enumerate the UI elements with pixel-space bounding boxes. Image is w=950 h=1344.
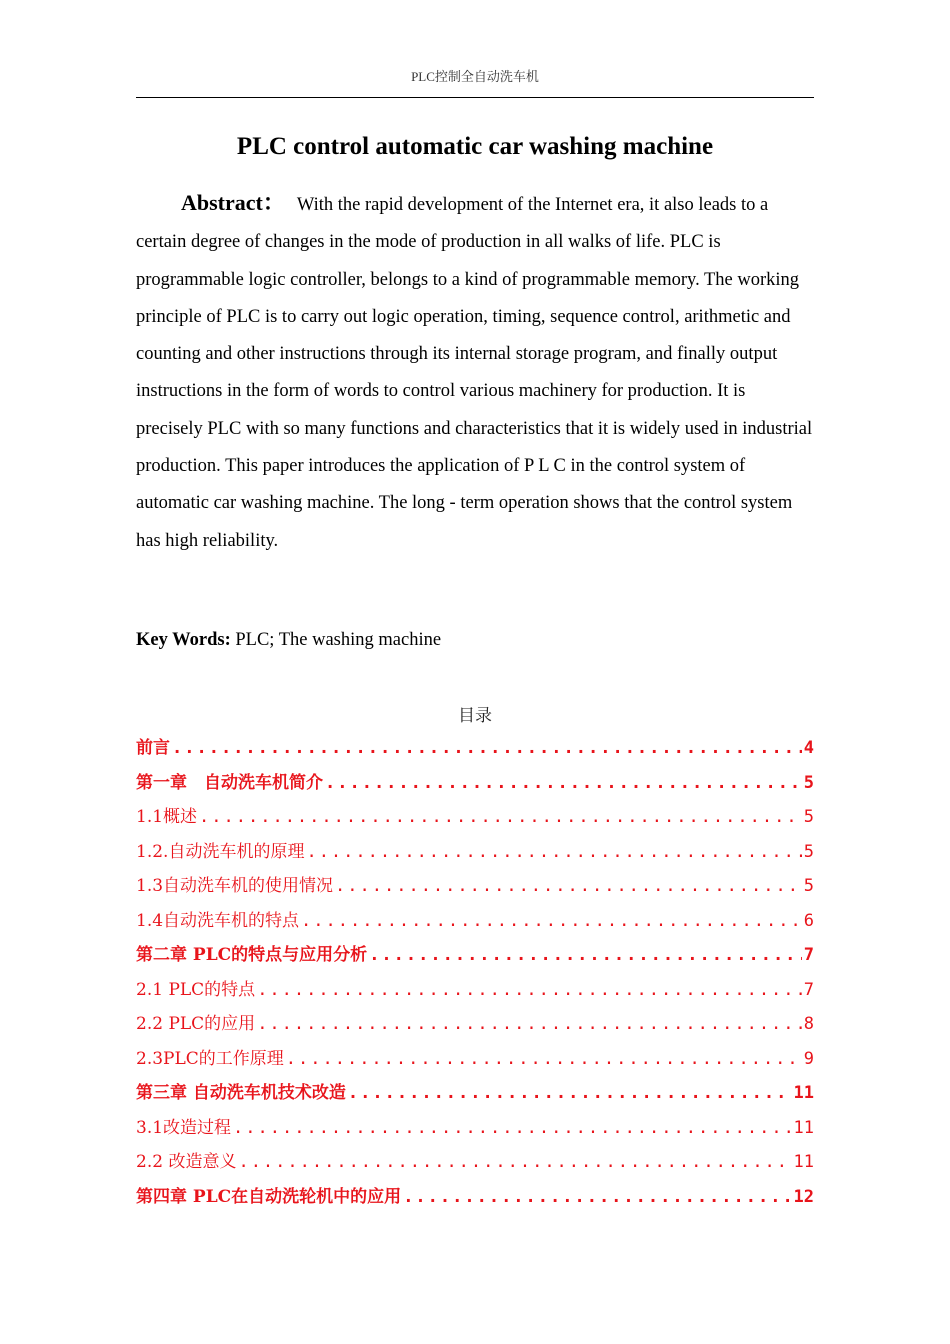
toc-entry-label: 2.2 PLC的应用 (136, 1014, 256, 1034)
abstract-label: Abstract： (181, 190, 285, 215)
toc-entry-label: 第二章 PLC的特点与应用分析 (136, 945, 368, 965)
toc-leader-dots (172, 731, 802, 766)
toc-entry-label: 2.3PLC的工作原理 (136, 1048, 284, 1069)
toc-entry-chapter-1[interactable] (136, 766, 814, 801)
toc-entry-preface[interactable] (136, 731, 814, 766)
keywords-line (136, 630, 814, 651)
toc-page-number: 12 (793, 1186, 814, 1207)
toc-entry-label: 1.2.自动洗车机的原理 (136, 841, 305, 862)
toc-entry-2-2[interactable] (136, 1007, 814, 1042)
toc-entry-label: 2.2 改造意义 (136, 1152, 237, 1172)
running-header: PLC控制全自动洗车机 (411, 69, 539, 84)
toc-page-number: 11 (793, 1083, 814, 1103)
toc-title: 目录 (458, 706, 492, 726)
toc-entry-label: 1.4自动洗车机的特点 (136, 910, 300, 931)
toc-leader-dots (348, 1076, 792, 1111)
toc-page-number: 4 (803, 738, 814, 758)
toc-page-number: 11 (793, 1117, 814, 1138)
table-of-contents (136, 731, 814, 1214)
keywords-label: Key Words: (136, 630, 231, 650)
toc-entry-label: 2.1 PLC的特点 (136, 979, 256, 1000)
header-divider (136, 97, 814, 98)
toc-leader-dots (301, 904, 802, 939)
toc-entry-2-3[interactable] (136, 1042, 814, 1077)
toc-entry-label: 前言 (136, 738, 170, 758)
abstract-paragraph (136, 184, 814, 560)
toc-page-number: 9 (803, 1048, 814, 1069)
toc-page-number: 7 (803, 979, 814, 1000)
toc-page-number: 5 (803, 807, 814, 827)
toc-page-number: 7 (803, 945, 814, 965)
toc-leader-dots (257, 973, 802, 1008)
toc-leader-dots (233, 1111, 791, 1146)
toc-leader-dots (325, 766, 802, 801)
toc-page-number: 5 (803, 876, 814, 896)
toc-page-number: 11 (793, 1152, 814, 1172)
toc-entry-label: 第三章 自动洗车机技术改造 (136, 1083, 346, 1103)
toc-entry-1-1[interactable] (136, 800, 814, 835)
toc-leader-dots (257, 1007, 802, 1042)
toc-entry-chapter-4[interactable] (136, 1180, 814, 1215)
toc-entry-label: 第四章 PLC在自动洗轮机中的应用 (136, 1186, 402, 1207)
toc-entry-label: 3.1改造过程 (136, 1117, 232, 1138)
keywords-text: PLC; The washing machine (235, 630, 442, 650)
toc-leader-dots (286, 1042, 802, 1077)
toc-leader-dots (403, 1180, 791, 1215)
toc-entry-chapter-3[interactable] (136, 1076, 814, 1111)
toc-page-number: 5 (803, 841, 814, 862)
toc-entry-1-3[interactable] (136, 869, 814, 904)
toc-entry-label: 1.1概述 (136, 807, 198, 827)
toc-entry-label: 第一章 自动洗车机简介 (136, 772, 323, 793)
toc-page-number: 5 (803, 772, 814, 793)
toc-page-number: 6 (803, 910, 814, 931)
toc-page-number: 8 (803, 1014, 814, 1034)
toc-leader-dots (335, 869, 802, 904)
toc-entry-1-4[interactable] (136, 904, 814, 939)
toc-entry-chapter-2[interactable] (136, 938, 814, 973)
toc-leader-dots (306, 835, 801, 870)
toc-entry-2-1[interactable] (136, 973, 814, 1008)
toc-entry-3-1[interactable] (136, 1111, 814, 1146)
paper-title: PLC control automatic car washing machine (236, 133, 714, 160)
toc-entry-label: 1.3自动洗车机的使用情况 (136, 876, 334, 896)
toc-entry-3-2[interactable] (136, 1145, 814, 1180)
abstract-text: With the rapid development of the Internet era, it also leads to a certain degree of changes in the mode of production in all walks of life. PLC is programmable logic controller, belongs to a kind of programmable memory. The working principle of PLC is to carry out logic operation, timing, sequence control, arithmetic and counting and other instructions through its internal storage program, and finally output instructions in the form of words to control various machinery for production. It is precisely PLC with so many functions and characteristics that it is widely used in industrial production. This paper introduces the application of P L C in the control system of automatic car washing machine. The long - term operation shows that the control system has high reliability. (136, 195, 813, 551)
toc-leader-dots (238, 1145, 791, 1180)
toc-leader-dots (369, 938, 802, 973)
toc-entry-1-2[interactable] (136, 835, 814, 870)
toc-leader-dots (199, 800, 802, 835)
